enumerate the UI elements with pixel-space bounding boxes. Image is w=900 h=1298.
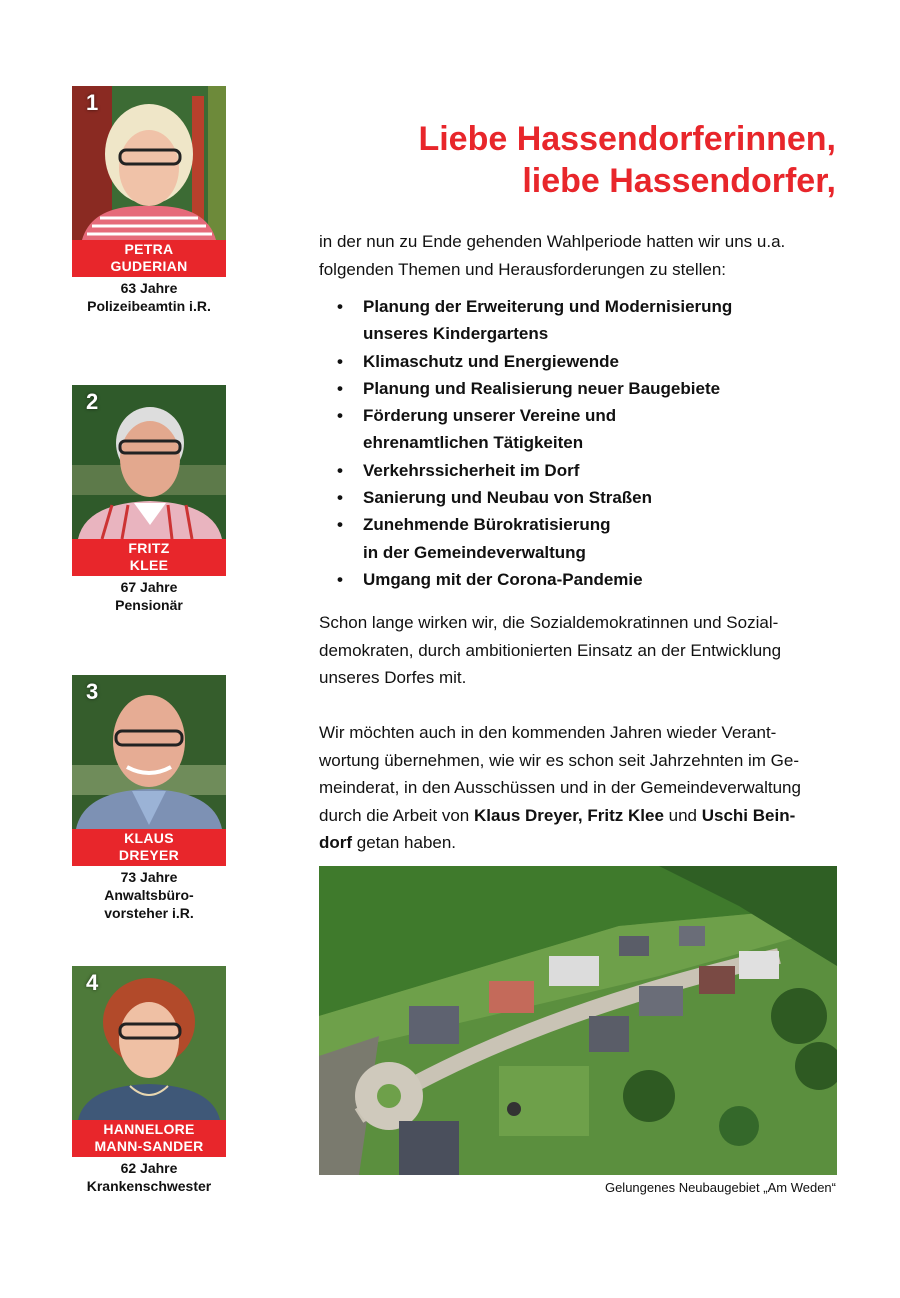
candidate-job: Krankenschwester [86, 1178, 212, 1194]
body-paragraph: Schon lange wirken wir, die Sozialdemokratinnen und Sozial- demokraten, durch ambitionierten Einsatz an der Entwicklung unseres Dorfes mit. [319, 613, 782, 687]
aerial-photo [319, 866, 837, 1175]
candidate-photo [72, 385, 226, 539]
candidate-number: 2 [86, 389, 99, 414]
candidate-job: Pensionär [115, 597, 183, 613]
candidate-info [72, 279, 226, 315]
list-item: • Umgang mit der Corona-Pandemie [337, 569, 643, 589]
candidate-job: Polizeibeamtin i.R. [87, 298, 211, 314]
photo-caption: Gelungenes Neubaugebiet „Am Weden“ [604, 1180, 836, 1195]
candidate-name: PETRA GUDERIAN [72, 240, 226, 277]
list-item: • Förderung unserer Vereine und ehrenamtlichen Tätigkeiten [337, 406, 617, 453]
candidate-number: 3 [86, 679, 99, 704]
candidate-card [72, 675, 226, 922]
candidate-name: KLAUS DREYER [72, 829, 226, 866]
candidate-name: HANNELORE MANN-SANDER [72, 1120, 226, 1157]
candidate-card [72, 385, 226, 614]
list-item: • Klimaschutz und Energiewende [337, 351, 619, 371]
candidate-photo [72, 675, 226, 829]
candidate-info [72, 578, 226, 614]
body-paragraph: Wir möchten auch in den kommenden Jahren wieder Verant- wortung übernehmen, wie wir es schon seit Jahrzehnten im Ge- meinderat, in den Ausschüssen und in der Gemeindeverwaltung durch die Arbeit von Klaus Dreyer, Fritz Klee und Uschi Bein- dorf getan haben. [319, 723, 801, 852]
intro-paragraph: in der nun zu Ende gehenden Wahlperiode hatten wir uns u.a. folgenden Themen und Herausforderungen zu stellen: [319, 232, 786, 279]
candidate-age: 73 Jahre [120, 869, 178, 885]
list-item: • Sanierung und Neubau von Straßen [337, 488, 653, 508]
candidate-number: 4 [86, 970, 99, 995]
candidate-age: 62 Jahre [120, 1160, 178, 1176]
list-item: • Planung der Erweiterung und Modernisierung unseres Kindergartens [337, 297, 733, 344]
candidate-card [72, 86, 226, 315]
list-item: • Zunehmende Bürokratisierung in der Gemeindeverwaltung [337, 515, 611, 562]
candidate-photo [72, 86, 226, 240]
candidate-job: vorsteher i.R. [104, 905, 194, 921]
candidate-info [72, 1159, 226, 1195]
candidate-number: 1 [86, 90, 99, 115]
candidate-card [72, 966, 226, 1195]
candidate-photo [72, 966, 226, 1120]
list-item: • Verkehrssicherheit im Dorf [337, 460, 580, 480]
headline: Liebe Hassendorferinnen, liebe Hassendorfer, [418, 120, 836, 200]
list-item: • Planung und Realisierung neuer Baugebiete [337, 378, 721, 398]
candidate-age: 63 Jahre [120, 280, 178, 296]
topics-list [337, 293, 837, 593]
candidate-age: 67 Jahre [120, 579, 178, 595]
candidate-info [72, 868, 226, 922]
candidate-name: FRITZ KLEE [72, 539, 226, 576]
candidate-job: Anwaltsbüro- [104, 887, 194, 903]
